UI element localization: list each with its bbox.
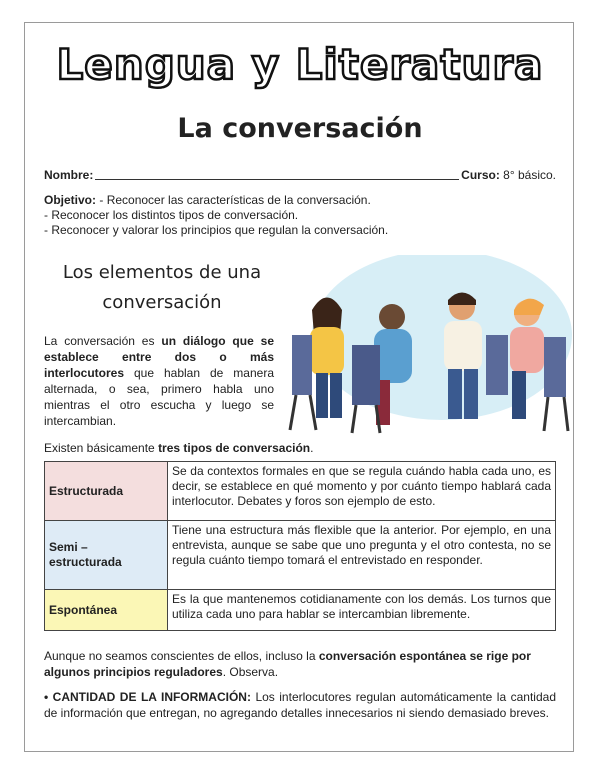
cantidad-paragraph <box>44 689 556 721</box>
section-title-line-1: Los elementos de una <box>62 262 262 283</box>
objetivo-label: Objetivo: <box>44 193 97 207</box>
table-row <box>45 462 556 521</box>
curso-label: Curso: <box>461 168 500 182</box>
principios-intro <box>44 648 556 680</box>
page-title: Lengua y Literatura <box>56 40 544 89</box>
tipos-intro <box>44 441 313 455</box>
row-desc-semi: Tiene una estructura más flexible que la anterior. Por ejemplo, en una entrevista, aunque se sabe que uno pregunta y el otro contesta, no se regula cuánto tiempo tomará el entrevistado en responder. <box>168 521 556 590</box>
objetivo-line-2: - Reconocer los distintos tipos de conversación. <box>44 208 299 222</box>
nombre-label: Nombre: <box>44 168 94 182</box>
aunque-bold: conversación espontánea se rige por algunos principios reguladores <box>44 649 531 679</box>
section-title-line-2: conversación <box>102 292 222 313</box>
curso-value: 8° básico. <box>503 168 556 182</box>
nombre-blank-line[interactable] <box>95 178 459 180</box>
tipos-text-b: . <box>310 441 314 455</box>
conversation-illustration <box>282 255 572 435</box>
row-label-semi: Semi – estructurada <box>45 521 168 590</box>
para-text-a: La conversación es <box>44 334 162 348</box>
tipos-text-a: Existen básicamente <box>44 441 159 455</box>
table-row <box>45 590 556 631</box>
section-title <box>44 258 280 318</box>
cantidad-text: Los interlocutores regulan automáticamente la cantidad de información que entregan, no agregando detalles innecesarios ni siendo demasiado breves. <box>44 690 556 720</box>
para-bold: un diálogo que se establece entre dos o más interlocutores <box>44 334 274 380</box>
objetivo-line-1 <box>44 193 371 208</box>
para-text-b: que hablan de manera alternada, o sea, primero habla uno mientras el otro escucha y luego se intercambian. <box>44 366 274 428</box>
nombre-row <box>44 168 556 183</box>
aunque-text-a: Aunque no seamos conscientes de ellos, incluso la <box>44 649 319 663</box>
page-subtitle: La conversación <box>177 113 423 144</box>
objetivo-line-3: - Reconocer y valorar los principios que regulan la conversación. <box>44 223 389 237</box>
objetivo-text-1: - Reconocer las características de la conversación. <box>99 193 371 207</box>
row-label-espontanea: Espontánea <box>45 590 168 631</box>
tipos-bold: tres tipos de conversación <box>158 441 311 455</box>
table-row <box>45 521 556 590</box>
definition-paragraph <box>44 333 274 429</box>
tipos-table <box>44 461 556 631</box>
row-label-estructurada: Estructurada <box>45 462 168 521</box>
row-desc-espontanea: Es la que mantenemos cotidianamente con los demás. Los turnos que utiliza cada uno para hablar se intercambian libremente. <box>168 590 556 631</box>
row-desc-estructurada: Se da contextos formales en que se regula cuándo habla cada uno, es decir, se establece en qué momento y por cuánto tiempo hablará cada interlocutor. Debates y foros son ejemplo de esto. <box>168 462 556 521</box>
aunque-text-b: . Observa. <box>222 665 279 679</box>
cantidad-label: • CANTIDAD DE LA INFORMACIÓN: <box>44 690 251 704</box>
